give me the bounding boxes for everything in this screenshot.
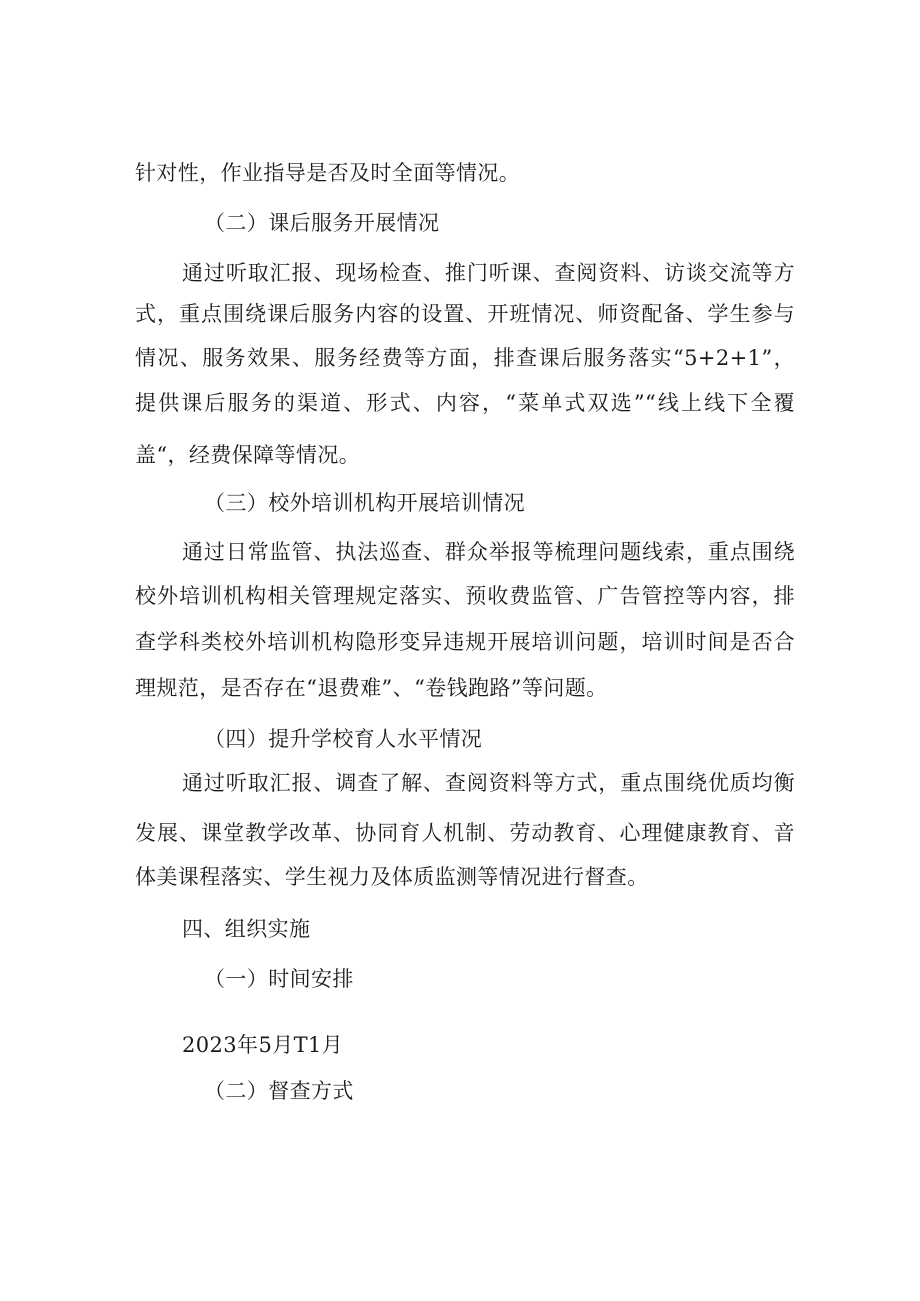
paragraph-line: 体美课程落实、学生视力及体质监测等情况进行督查。 bbox=[135, 865, 649, 889]
paragraph-line: 式，重点围绕课后服务内容的设置、开班情况、师资配备、学生参与 bbox=[135, 302, 795, 326]
section-heading-organization: 四、组织实施 bbox=[182, 917, 311, 941]
schedule-date: 2023年5月T1月 bbox=[182, 1033, 344, 1057]
paragraph-line: 通过听取汇报、现场检查、推门听课、查阅资料、访谈交流等方 bbox=[182, 261, 795, 285]
paragraph-line: 查学科类校外培训机构隐形变异违规开展培训问题，培训时间是否合 bbox=[135, 630, 795, 654]
paragraph-line: 理规范，是否存在“退费难”、“卷钱跑路”等问题。 bbox=[135, 676, 608, 700]
section-heading-off-campus-training: （三）校外培训机构开展培训情况 bbox=[204, 491, 525, 515]
section-heading-after-school-service: （二）课后服务开展情况 bbox=[204, 211, 440, 235]
section-heading-school-education-level: （四）提升学校育人水平情况 bbox=[204, 727, 483, 751]
paragraph-line: 通过日常监管、执法巡查、群众举报等梳理问题线索，重点围绕 bbox=[182, 540, 795, 564]
paragraph-line: 提供课后服务的渠道、形式、内容，“菜单式双选”“线上线下全覆 bbox=[135, 391, 795, 415]
section-heading-inspection-method: （二）督查方式 bbox=[204, 1079, 354, 1103]
paragraph-line: 通过听取汇报、调查了解、查阅资料等方式，重点围绕优质均衡 bbox=[182, 771, 795, 795]
section-heading-schedule: （一）时间安排 bbox=[204, 967, 354, 991]
paragraph-line: 情况、服务效果、服务经费等方面，排查课后服务落实“5+2+1”， bbox=[135, 346, 795, 370]
paragraph-line: 发展、课堂教学改革、协同育人机制、劳动教育、心理健康教育、音 bbox=[135, 821, 795, 845]
paragraph-line: 针对性，作业指导是否及时全面等情况。 bbox=[135, 161, 521, 185]
paragraph-line: 校外培训机构相关管理规定落实、预收费监管、广告管控等内容，排 bbox=[135, 584, 795, 608]
paragraph-line: 盖“，经费保障等情况。 bbox=[135, 443, 361, 467]
